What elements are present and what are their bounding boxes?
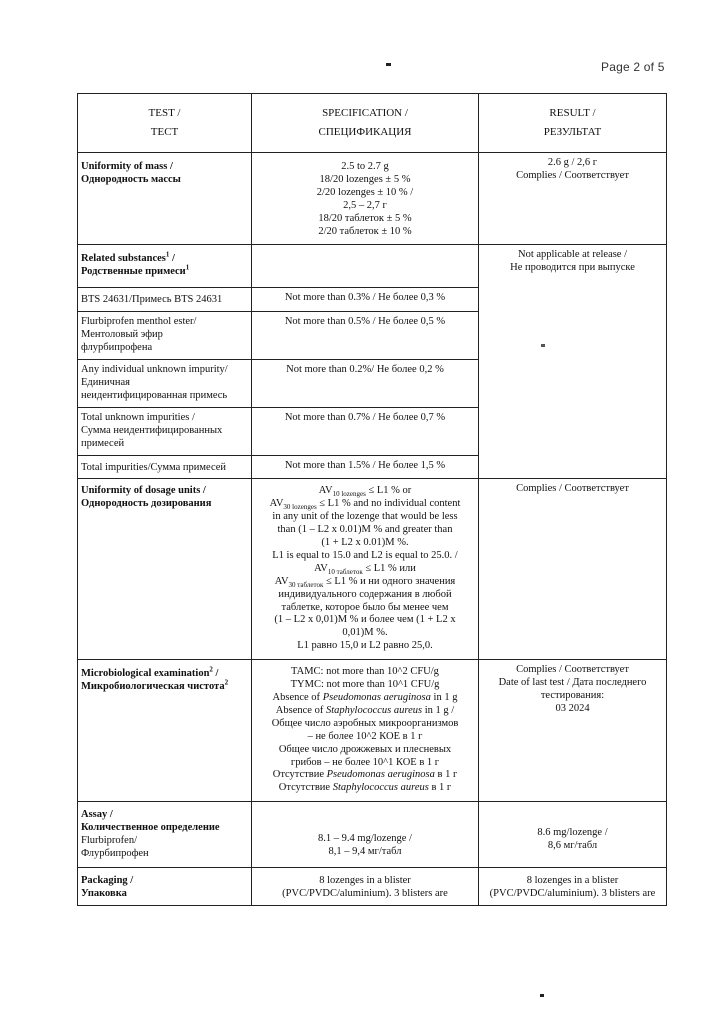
total-unknown-test-cell: Total unknown impurities / Сумма неидентифицированных примесей (78, 407, 252, 455)
assay-spec-cell: 8.1 – 9.4 mg/lozenge / 8,1 – 9,4 мг/табл (252, 802, 479, 868)
bts-spec-cell: Not more than 0.3% / Не более 0,3 % (252, 288, 479, 312)
assay-result-cell: 8.6 mg/lozenge / 8,6 мг/табл (479, 802, 667, 868)
micro-test-cell: Microbiological examination$^2$ / Микробиологическая чистота$^2$ (78, 660, 252, 802)
header-result: RESULT / РЕЗУЛЬТАТ (479, 94, 667, 153)
unknown-impurity-spec-cell: Not more than 0.2%/ Не более 0,2 % (252, 360, 479, 408)
micro-spec-cell: TAMC: not more than 10^2 CFU/g TYMC: not more than 10^1 CFU/g Absence of Pseudomonas aeruginosa in 1 g Absence of Staphylococcus aureus in 1 g / Общее число аэробных микроорганизмов – не более 10^2 КОЕ в 1 г Общее число дрожжевых и плесневых грибов – не более 10^1 КОЕ в 1 г Отсутствие Pseudomonas aeruginosa в 1 г Отсутствие Staphylococcus aureus в 1 г (252, 660, 479, 802)
unknown-impurity-test-cell: Any individual unknown impurity/ Единичная неидентифицированная примесь (78, 360, 252, 408)
dosage-spec-cell: $AV_{10 lozenges} \le L1$ % or $AV_{30 lozenges} \le L1$ % and no individual content in any unit of the lozenge that would be less than (1 – L2 x 0.01)M % and greater than (1 + L2 x 0.01)M %. L1 is equal to 15.0 and L2 is equal to 25.0. / $AV_{10 таблеток} \le L1$ % или $AV_{30 таблеток} \le L1$ % и ни одного значения индивидуального содержания в любой таблетке, которое было бы менее чем (1 – L2 x 0,01)M % и более чем (1 + L2 x 0,01)M %. L1 равно 15,0 и L2 равно 25,0. (252, 479, 479, 660)
total-unknown-spec-cell: Not more than 0.7% / Не более 0,7 % (252, 407, 479, 455)
mass-result-cell: 2.6 g / 2,6 г Complies / Соответствует (479, 153, 667, 245)
header-test: TEST / ТЕСТ (78, 94, 252, 153)
table-row (78, 245, 667, 288)
table-header-row (78, 94, 667, 153)
menthol-ester-test-cell: Flurbiprofen menthol ester/ Ментоловый эфир флурбипрофена (78, 312, 252, 360)
related-test-cell: Related substances$^1$ / Родственные примеси$^1$ (78, 245, 252, 288)
assay-test-cell: Assay / Количественное определение Flurbiprofen/ Флурбипрофен (78, 802, 252, 868)
mass-spec-cell: 2.5 to 2.7 g 18/20 lozenges ± 5 % 2/20 lozenges ± 10 % / 2,5 – 2,7 г 18/20 таблеток ± 5 % 2/20 таблеток ± 10 % (252, 153, 479, 245)
packaging-result-cell: 8 lozenges in a blister (PVC/PVDC/aluminium). 3 blisters are (479, 867, 667, 905)
table-row (78, 802, 667, 868)
total-impurities-spec-cell: Not more than 1.5% / Не более 1,5 % (252, 455, 479, 479)
table-row (78, 479, 667, 660)
packaging-test-cell: Packaging / Упаковка (78, 867, 252, 905)
table-row (78, 153, 667, 245)
related-result-cell: Not applicable at release / Не проводится при выпуске (479, 245, 667, 479)
mass-test-cell: Uniformity of mass / Однородность массы (78, 153, 252, 245)
scan-speck (540, 994, 544, 997)
related-spec-cell (252, 245, 479, 288)
scan-speck (386, 63, 391, 66)
packaging-spec-cell: 8 lozenges in a blister (PVC/PVDC/aluminium). 3 blisters are (252, 867, 479, 905)
bts-test-cell: BTS 24631/Примесь BTS 24631 (78, 288, 252, 312)
dosage-result-cell: Complies / Соответствует (479, 479, 667, 660)
menthol-ester-spec-cell: Not more than 0.5% / Не более 0,5 % (252, 312, 479, 360)
table-row (78, 867, 667, 905)
table-row (78, 660, 667, 802)
page-number: Page 2 of 5 (601, 60, 665, 74)
dosage-test-cell: Uniformity of dosage units / Однородность дозирования (78, 479, 252, 660)
micro-result-cell: Complies / Соответствует Date of last test / Дата последнего тестирования: 03 2024 (479, 660, 667, 802)
specification-table (77, 93, 667, 906)
total-impurities-test-cell: Total impurities/Сумма примесей (78, 455, 252, 479)
header-specification: SPECIFICATION / СПЕЦИФИКАЦИЯ (252, 94, 479, 153)
